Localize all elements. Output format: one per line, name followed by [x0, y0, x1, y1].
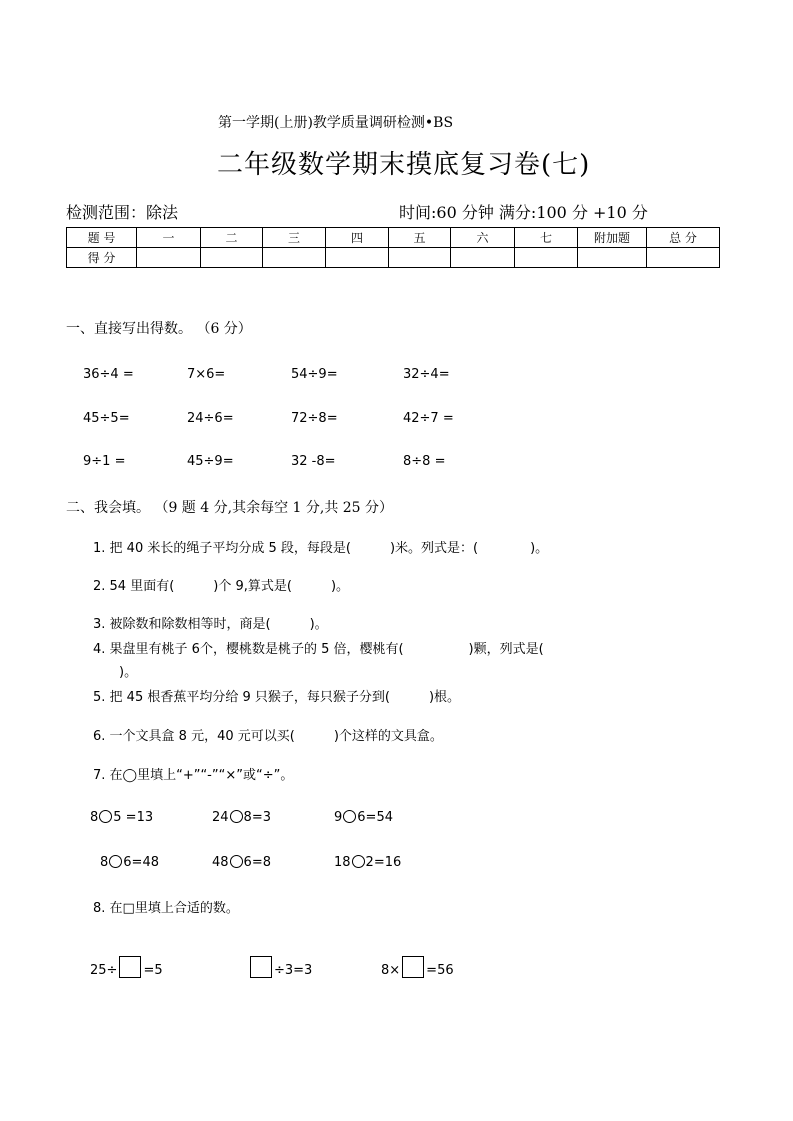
operator-item: 8 5 =13 [90, 810, 154, 825]
blank-box-item: 8× =56 [381, 956, 454, 978]
score-header-cell: 五 [389, 228, 451, 248]
operator-item: 8 6=48 [100, 855, 159, 870]
score-row-label: 得 分 [67, 248, 137, 268]
exam-time-score: 时间:60 分钟 满分:100 分 +10 分 [399, 203, 648, 222]
score-header-cell: 六 [451, 228, 515, 248]
question-3: 3. 被除数和除数相等时，商是( )。 [93, 617, 328, 632]
calc-item: 24÷6= [187, 411, 234, 426]
calc-item: 9÷1 = [83, 454, 126, 469]
score-header-cell: 总 分 [647, 228, 720, 248]
operator-circle[interactable] [109, 855, 122, 868]
score-header-cell: 三 [263, 228, 326, 248]
section1-title: 一、直接写出得数。 （6 分） [66, 321, 252, 337]
score-table [66, 227, 720, 268]
answer-box[interactable] [402, 956, 424, 978]
blank-box-item: 25÷ =5 [90, 956, 163, 978]
calc-item: 36÷4 = [83, 367, 134, 382]
operator-item: 24 8=3 [212, 810, 271, 825]
question-1: 1. 把 40 米长的绳子平均分成 5 段，每段是( )米。列式是：( )。 [93, 541, 549, 556]
operator-item: 48 6=8 [212, 855, 271, 870]
score-header-cell: 附加题 [578, 228, 647, 248]
operator-circle[interactable] [99, 810, 112, 823]
question-7: 7. 在◯里填上“+”“-”“×”或“÷”。 [93, 768, 294, 783]
calc-item: 72÷8= [291, 411, 338, 426]
operator-circle[interactable] [230, 855, 243, 868]
calc-item: 42÷7 = [403, 411, 454, 426]
section2-title: 二、我会填。 （9 题 4 分,其余每空 1 分,共 25 分） [66, 500, 394, 516]
answer-box[interactable] [250, 956, 272, 978]
score-cell[interactable] [515, 248, 578, 268]
calc-item: 8÷8 = [403, 454, 446, 469]
score-cell[interactable] [263, 248, 326, 268]
calc-item: 7×6= [187, 367, 226, 382]
score-table-score-row [67, 248, 720, 268]
operator-item: 18 2=16 [334, 855, 402, 870]
exam-subtitle: 第一学期(上册)教学质量调研检测•BS [218, 115, 454, 131]
score-cell[interactable] [389, 248, 451, 268]
score-header-cell: 二 [201, 228, 263, 248]
operator-circle[interactable] [352, 855, 365, 868]
question-5: 5. 把 45 根香蕉平均分给 9 只猴子，每只猴子分到( )根。 [93, 690, 461, 705]
question-8: 8. 在□里填上合适的数。 [93, 901, 239, 916]
calc-item: 45÷9= [187, 454, 234, 469]
question-6: 6. 一个文具盒 8 元，40 元可以买( )个这样的文具盒。 [93, 729, 443, 744]
score-header-cell: 七 [515, 228, 578, 248]
score-cell[interactable] [578, 248, 647, 268]
calc-item: 32 -8= [291, 454, 336, 469]
calc-item: 54÷9= [291, 367, 338, 382]
calc-item: 32÷4= [403, 367, 450, 382]
exam-title: 二年级数学期末摸底复习卷(七) [217, 150, 591, 180]
operator-circle[interactable] [230, 810, 243, 823]
score-cell[interactable] [451, 248, 515, 268]
question-4: 4. 果盘里有桃子 6个，樱桃数是桃子的 5 倍，樱桃有( )颗，列式是( [93, 642, 544, 657]
score-cell[interactable] [647, 248, 720, 268]
score-table-header-row [67, 228, 720, 248]
answer-box[interactable] [119, 956, 141, 978]
question-4-continued: )。 [119, 665, 138, 680]
exam-range: 检测范围：除法 [66, 203, 179, 222]
score-header-cell: 一 [137, 228, 201, 248]
operator-circle[interactable] [343, 810, 356, 823]
blank-box-item: ÷3=3 [248, 956, 312, 978]
calc-item: 45÷5= [83, 411, 130, 426]
operator-item: 9 6=54 [334, 810, 393, 825]
score-header-cell: 题 号 [67, 228, 137, 248]
question-2: 2. 54 里面有( )个 9,算式是( )。 [93, 579, 350, 594]
score-header-cell: 四 [326, 228, 389, 248]
score-cell[interactable] [201, 248, 263, 268]
score-cell[interactable] [326, 248, 389, 268]
score-cell[interactable] [137, 248, 201, 268]
